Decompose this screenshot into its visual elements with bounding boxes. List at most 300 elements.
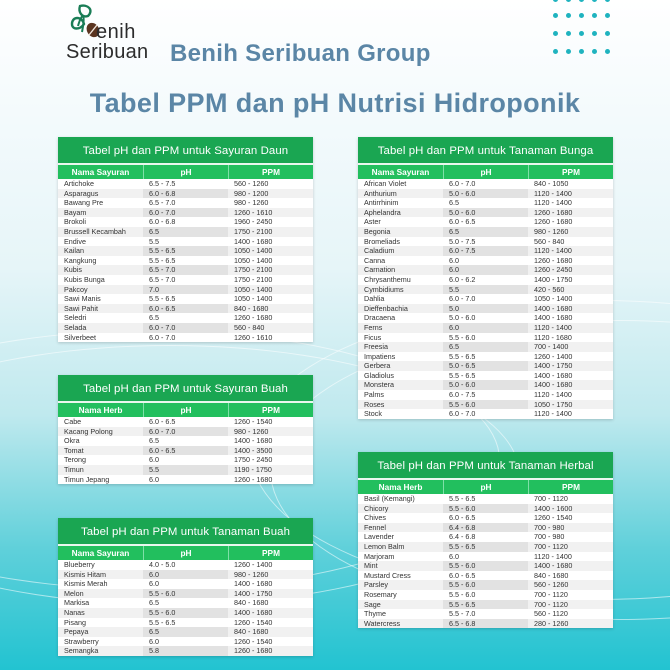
- cell-ppm: 1260 - 1680: [534, 255, 573, 265]
- cell-plant-name: Bromeliads: [364, 236, 400, 246]
- cell-plant-name: Ferns: [364, 322, 383, 332]
- table-row: [358, 390, 613, 400]
- cell-plant-name: Bayam: [64, 207, 87, 217]
- cell-ppm: 1400 - 1680: [534, 313, 573, 323]
- table-row: [358, 571, 613, 581]
- cell-plant-name: Anthurium: [364, 188, 397, 198]
- cell-ppm: 700 - 1120: [534, 599, 568, 609]
- cell-ph: 6.0: [149, 455, 159, 465]
- table-title: Tabel pH dan PPM untuk Tanaman Bunga: [358, 137, 613, 165]
- cell-ppm: 1260 - 1610: [234, 332, 273, 342]
- cell-ph: 6.5 - 7.0: [149, 198, 176, 208]
- cell-plant-name: Timun Jepang: [64, 474, 110, 484]
- table-row: [58, 570, 313, 580]
- table-tanaman-herbal: [358, 452, 613, 628]
- cell-ph: 6.5: [143, 227, 228, 237]
- cell-plant-name: Kubis: [64, 265, 82, 275]
- table-row: [358, 380, 613, 390]
- cell-ppm: 980 - 1260: [234, 569, 269, 579]
- table-row: [58, 475, 313, 485]
- table-row: [358, 208, 613, 218]
- cell-ph: 5.5 - 6.5: [449, 351, 476, 361]
- column-header-ppm: PPM: [528, 480, 613, 494]
- cell-ph: 6.0 - 6.5: [149, 417, 176, 426]
- table-row: [358, 313, 613, 323]
- cell-plant-name: Dahlia: [364, 294, 385, 304]
- cell-plant-name: Seledri: [64, 313, 87, 323]
- table-header-row: [358, 165, 613, 179]
- table-row: [358, 619, 613, 629]
- column-header-ph: pH: [143, 403, 228, 417]
- table-title: Tabel pH dan PPM untuk Tanaman Buah: [58, 518, 313, 546]
- cell-plant-name: Timun: [64, 464, 84, 474]
- cell-ppm: 840 - 1680: [234, 598, 269, 608]
- table-row: [58, 618, 313, 628]
- cell-ppm: 840 - 1050: [534, 179, 569, 188]
- table-row: [58, 637, 313, 647]
- column-header-ppm: PPM: [228, 165, 313, 179]
- cell-ph: 5.5: [443, 285, 528, 295]
- table-body: [58, 179, 313, 342]
- cell-ppm: 1260 - 1540: [234, 636, 273, 646]
- cell-ph: 5.5 - 7.0: [449, 609, 476, 619]
- table-row: [358, 285, 613, 295]
- cell-ppm: 1960 - 2450: [234, 217, 273, 227]
- table-row: [58, 313, 313, 323]
- column-header-ph: pH: [443, 165, 528, 179]
- cell-plant-name: Silverbeet: [64, 332, 96, 342]
- cell-plant-name: Tomat: [64, 445, 84, 455]
- table-title: Tabel pH dan PPM untuk Sayuran Daun: [58, 137, 313, 165]
- table-row: [58, 237, 313, 247]
- cell-ppm: 1120 - 1400: [534, 188, 572, 198]
- table-row: [58, 217, 313, 227]
- cell-plant-name: Mustard Cress: [364, 570, 411, 580]
- cell-plant-name: Sawi Pahit: [64, 303, 98, 313]
- cell-plant-name: Parsley: [364, 580, 388, 590]
- cell-plant-name: Gerbera: [364, 361, 391, 371]
- cell-ph: 6.0 - 7.5: [443, 246, 528, 256]
- cell-ppm: 1260 - 1680: [234, 313, 273, 323]
- cell-ppm: 1260 - 1680: [534, 207, 573, 217]
- cell-ppm: 1400 - 1680: [534, 370, 573, 380]
- table-row: [358, 189, 613, 199]
- cell-ppm: 980 - 1200: [234, 188, 269, 198]
- table-row: [58, 208, 313, 218]
- cell-ph: 5.5 - 6.5: [443, 600, 528, 610]
- cell-plant-name: Impatiens: [364, 351, 396, 361]
- cell-ph: 6.0 - 6.8: [149, 217, 176, 227]
- cell-ppm: 1120 - 1680: [534, 332, 572, 342]
- cell-plant-name: Aphelandra: [364, 207, 401, 217]
- logo-text-top: enih: [96, 21, 136, 43]
- cell-plant-name: Kangkung: [64, 255, 97, 265]
- cell-ph: 6.5: [149, 313, 159, 323]
- table-row: [58, 646, 313, 656]
- cell-plant-name: Lemon Balm: [364, 541, 405, 551]
- column-header-name: Nama Sayuran: [371, 167, 430, 177]
- cell-ph: 5.0 - 6.0: [443, 380, 528, 390]
- table-row: [358, 523, 613, 533]
- table-row: [358, 494, 613, 504]
- table-row: [58, 285, 313, 295]
- cell-plant-name: Chrysanthemu: [364, 274, 411, 284]
- table-title: Tabel pH dan PPM untuk Sayuran Buah: [58, 375, 313, 403]
- table-row: [58, 265, 313, 275]
- cell-ph: 6.0 - 6.5: [449, 513, 476, 523]
- cell-plant-name: Lavender: [364, 532, 394, 542]
- table-row: [358, 217, 613, 227]
- cell-ph: 6.0: [443, 323, 528, 333]
- table-row: [358, 333, 613, 343]
- column-header-name: Nama Sayuran: [71, 548, 130, 558]
- cell-ppm: 420 - 560: [534, 284, 565, 294]
- table-header-row: [58, 546, 313, 560]
- cell-plant-name: Carnation: [364, 265, 396, 275]
- cell-ph: 6.5 - 7.5: [149, 179, 176, 188]
- cell-ph: 6.5 - 6.8: [443, 619, 528, 629]
- table-row: [358, 342, 613, 352]
- cell-ph: 5.5 - 6.0: [449, 589, 476, 599]
- cell-ph: 6.0: [143, 570, 228, 580]
- cell-ph: 6.0 - 6.5: [143, 446, 228, 456]
- cell-ppm: 1260 - 1400: [534, 351, 573, 361]
- cell-ppm: 1050 - 1400: [534, 294, 573, 304]
- cell-ppm: 1050 - 1400: [234, 255, 273, 265]
- cell-plant-name: Marjoram: [364, 551, 395, 561]
- cell-plant-name: Artichoke: [64, 179, 94, 188]
- column-header-ppm: PPM: [528, 165, 613, 179]
- cell-plant-name: Ficus: [364, 332, 382, 342]
- cell-plant-name: African Violet: [364, 179, 407, 188]
- cell-ph: 6.0: [443, 265, 528, 275]
- table-row: [58, 598, 313, 608]
- table-row: [358, 237, 613, 247]
- cell-ph: 5.0 - 6.0: [449, 313, 476, 323]
- cell-plant-name: Bawang Pre: [64, 198, 104, 208]
- cell-ph: 6.5: [149, 436, 159, 446]
- cell-ppm: 1050 - 1400: [234, 246, 273, 256]
- column-header-ph: pH: [443, 480, 528, 494]
- table-row: [58, 323, 313, 333]
- table-row: [58, 179, 313, 189]
- cell-ph: 6.0 - 6.5: [449, 217, 476, 227]
- cell-ph: 5.5 - 6.5: [449, 494, 476, 503]
- table-row: [358, 323, 613, 333]
- cell-ph: 6.4 - 6.8: [449, 532, 476, 542]
- cell-plant-name: Fennel: [364, 522, 386, 532]
- cell-plant-name: Kubis Bunga: [64, 274, 105, 284]
- table-title: Tabel pH dan PPM untuk Tanaman Herbal: [358, 452, 613, 480]
- table-row: [358, 227, 613, 237]
- table-row: [58, 198, 313, 208]
- cell-plant-name: Caladium: [364, 246, 395, 256]
- cell-ppm: 280 - 1260: [534, 618, 569, 628]
- cell-ppm: 560 - 840: [234, 322, 265, 332]
- table-row: [358, 304, 613, 314]
- cell-ph: 6.0 - 6.2: [449, 274, 476, 284]
- cell-ppm: 700 - 1120: [534, 541, 568, 551]
- table-row: [358, 265, 613, 275]
- cell-ppm: 1120 - 1400: [534, 198, 572, 208]
- cell-ph: 6.5: [143, 627, 228, 637]
- page-title: Tabel PPM dan pH Nutrisi Hidroponik: [89, 88, 581, 118]
- cell-ph: 6.0 - 7.0: [143, 323, 228, 333]
- cell-ppm: 980 - 1260: [234, 426, 269, 436]
- table-row: [58, 427, 313, 437]
- cell-ppm: 1260 - 1610: [234, 207, 273, 217]
- column-header-name: Nama Sayuran: [71, 167, 130, 177]
- cell-plant-name: Antirrhinim: [364, 198, 399, 208]
- table-tanaman-buah: [58, 518, 313, 656]
- cell-ppm: 700 - 1400: [534, 342, 569, 352]
- table-row: [358, 513, 613, 523]
- table-row: [58, 294, 313, 304]
- cell-plant-name: Cabe: [64, 417, 82, 426]
- cell-ph: 5.5 - 6.0: [443, 504, 528, 514]
- cell-plant-name: Brussell Kecambah: [64, 226, 126, 236]
- cell-ppm: 980 - 1260: [234, 198, 269, 208]
- cell-ppm: 1120 - 1400: [534, 390, 572, 400]
- cell-ppm: 1260 - 1400: [234, 560, 273, 569]
- cell-plant-name: Nanas: [64, 607, 85, 617]
- table-row: [58, 579, 313, 589]
- cell-plant-name: Brokoli: [64, 217, 86, 227]
- column-header-ph: pH: [143, 546, 228, 560]
- cell-ppm: 1400 - 1680: [234, 436, 273, 446]
- cell-ppm: 1400 - 1750: [534, 274, 573, 284]
- cell-ppm: 560 - 1260: [534, 580, 569, 590]
- cell-ph: 5.8: [143, 646, 228, 656]
- cell-plant-name: Markisa: [64, 598, 90, 608]
- cell-ppm: 1750 - 2450: [234, 455, 273, 465]
- cell-ppm: 700 - 1120: [534, 494, 568, 503]
- cell-ph: 5.0 - 7.5: [449, 236, 476, 246]
- table-row: [58, 256, 313, 266]
- cell-ppm: 700 - 980: [534, 532, 565, 542]
- cell-plant-name: Blueberry: [64, 560, 95, 569]
- cell-ph: 5.5 - 6.5: [143, 246, 228, 256]
- cell-plant-name: Pakcoy: [64, 284, 88, 294]
- cell-ppm: 700 - 1120: [534, 589, 568, 599]
- cell-ppm: 560 - 1120: [534, 609, 568, 619]
- cell-plant-name: Endive: [64, 236, 86, 246]
- cell-ppm: 1750 - 2100: [234, 226, 273, 236]
- cell-ph: 5.5 - 6.5: [149, 617, 176, 627]
- cell-ph: 6.5: [443, 227, 528, 237]
- cell-ph: 5.5 - 6.5: [443, 542, 528, 552]
- cell-plant-name: Freesia: [364, 342, 388, 352]
- table-row: [58, 627, 313, 637]
- cell-plant-name: Asparagus: [64, 188, 99, 198]
- cell-plant-name: Chicory: [364, 503, 389, 513]
- cell-ph: 6.0 - 7.0: [143, 208, 228, 218]
- table-row: [58, 304, 313, 314]
- cell-ph: 6.5: [449, 198, 459, 208]
- cell-ph: 6.5 - 7.0: [143, 265, 228, 275]
- cell-ph: 5.5 - 6.0: [443, 580, 528, 590]
- cell-ph: 6.0 - 6.8: [143, 189, 228, 199]
- group-name: Benih Seribuan Group: [170, 40, 431, 67]
- column-header-ppm: PPM: [228, 546, 313, 560]
- table-row: [58, 189, 313, 199]
- table-row: [358, 246, 613, 256]
- cell-ph: 6.0: [149, 636, 159, 646]
- table-tanaman-bunga: [358, 137, 613, 419]
- table-row: [358, 256, 613, 266]
- cell-ph: 6.0 - 7.0: [449, 409, 476, 419]
- cell-ph: 6.0 - 7.0: [449, 294, 476, 304]
- cell-plant-name: Terong: [64, 455, 86, 465]
- column-header-ph: pH: [143, 165, 228, 179]
- cell-ppm: 1400 - 1680: [534, 303, 573, 313]
- cell-ppm: 840 - 1680: [234, 627, 269, 637]
- cell-ppm: 1400 - 1680: [234, 236, 273, 246]
- cell-plant-name: Begonia: [364, 226, 391, 236]
- table-row: [358, 590, 613, 600]
- table-row: [358, 504, 613, 514]
- table-row: [358, 400, 613, 410]
- cell-plant-name: Palms: [364, 390, 384, 400]
- table-row: [58, 436, 313, 446]
- cell-ph: 4.0 - 5.0: [149, 560, 176, 569]
- cell-ph: 6.0 - 6.5: [449, 570, 476, 580]
- cell-ph: 6.0 - 6.5: [143, 304, 228, 314]
- cell-ppm: 560 - 1260: [234, 179, 269, 188]
- table-row: [358, 275, 613, 285]
- cell-ppm: 1260 - 1680: [234, 646, 273, 656]
- table-body: [358, 494, 613, 628]
- logo-text-bottom: Seribuan: [66, 41, 149, 63]
- table-row: [58, 275, 313, 285]
- table-row: [358, 532, 613, 542]
- cell-ppm: 1400 - 1600: [534, 503, 573, 513]
- cell-plant-name: Kismis Merah: [64, 579, 108, 589]
- table-row: [58, 446, 313, 456]
- cell-plant-name: Selada: [64, 322, 87, 332]
- cell-plant-name: Stock: [364, 409, 382, 419]
- cell-plant-name: Dracaena: [364, 313, 396, 323]
- cell-ph: 6.0 - 7.0: [449, 179, 476, 188]
- cell-ph: 5.5: [143, 465, 228, 475]
- cell-ppm: 700 - 980: [534, 522, 565, 532]
- cell-ppm: 1120 - 1400: [534, 409, 572, 419]
- table-header-row: [58, 403, 313, 417]
- cell-ppm: 1260 - 1680: [234, 474, 273, 484]
- cell-ppm: 1400 - 1750: [534, 361, 573, 371]
- cell-ph: 5.0 - 6.0: [443, 208, 528, 218]
- cell-ppm: 1750 - 2100: [234, 265, 273, 275]
- cell-plant-name: Pisang: [64, 617, 86, 627]
- cell-ppm: 980 - 1260: [534, 226, 569, 236]
- cell-ph: 5.5 - 6.5: [149, 255, 176, 265]
- cell-ppm: 1400 - 1680: [234, 579, 273, 589]
- table-row: [58, 465, 313, 475]
- cell-ppm: 1260 - 1540: [534, 513, 573, 523]
- cell-ppm: 1750 - 2100: [234, 274, 273, 284]
- cell-ppm: 1050 - 1400: [234, 284, 273, 294]
- cell-ph: 6.0: [449, 551, 459, 561]
- cell-ph: 7.0: [143, 285, 228, 295]
- table-row: [358, 361, 613, 371]
- table-row: [58, 589, 313, 599]
- table-row: [358, 600, 613, 610]
- column-header-name: Nama Herb: [78, 405, 123, 415]
- cell-ppm: 1190 - 1750: [234, 464, 272, 474]
- cell-ppm: 1400 - 1680: [534, 380, 573, 390]
- dot-grid-decoration: [553, 0, 615, 56]
- cell-plant-name: Okra: [64, 436, 80, 446]
- table-row: [58, 608, 313, 618]
- table-body: [358, 179, 613, 419]
- cell-ph: 5.5 - 6.5: [149, 294, 176, 304]
- cell-ph: 5.0 - 6.0: [443, 189, 528, 199]
- cell-ppm: 840 - 1680: [234, 303, 269, 313]
- cell-plant-name: Gladiolus: [364, 370, 394, 380]
- cell-ppm: 1260 - 1540: [234, 417, 273, 426]
- cell-ppm: 1260 - 2450: [534, 265, 573, 275]
- table-row: [358, 580, 613, 590]
- cell-ph: 5.0 - 6.5: [443, 361, 528, 371]
- cell-plant-name: Kismis Hitam: [64, 569, 106, 579]
- table-body: [58, 560, 313, 656]
- table-header-row: [358, 480, 613, 494]
- table-row: [58, 560, 313, 570]
- cell-ph: 5.5 - 6.0: [143, 608, 228, 618]
- cell-ph: 5.5 - 6.0: [143, 589, 228, 599]
- cell-plant-name: Canna: [364, 255, 386, 265]
- cell-plant-name: Dieffenbachia: [364, 303, 408, 313]
- cell-ph: 5.5: [149, 236, 159, 246]
- cell-ppm: 1120 - 1400: [534, 322, 572, 332]
- cell-ppm: 840 - 1680: [534, 570, 569, 580]
- table-row: [358, 198, 613, 208]
- cell-plant-name: Kailan: [64, 246, 84, 256]
- cell-plant-name: Kacang Polong: [64, 426, 113, 436]
- cell-ppm: 560 - 840: [534, 236, 565, 246]
- cell-plant-name: Roses: [364, 399, 385, 409]
- cell-plant-name: Melon: [64, 588, 84, 598]
- table-row: [358, 409, 613, 419]
- cell-ppm: 1260 - 1680: [534, 217, 573, 227]
- table-row: [358, 552, 613, 562]
- cell-plant-name: Cymbidiums: [364, 284, 404, 294]
- table-row: [358, 294, 613, 304]
- cell-plant-name: Semangka: [64, 646, 99, 656]
- cell-plant-name: Basil (Kemangi): [364, 494, 415, 503]
- cell-plant-name: Chives: [364, 513, 386, 523]
- table-row: [358, 561, 613, 571]
- cell-ppm: 1400 - 1750: [234, 588, 273, 598]
- cell-plant-name: Watercress: [364, 618, 401, 628]
- cell-ph: 5.5 - 6.0: [443, 561, 528, 571]
- cell-ph: 6.5: [149, 598, 159, 608]
- column-header-ppm: PPM: [228, 403, 313, 417]
- cell-ppm: 1050 - 1400: [234, 294, 273, 304]
- table-row: [58, 417, 313, 427]
- cell-ppm: 1400 - 1680: [234, 607, 273, 617]
- table-row: [58, 455, 313, 465]
- cell-plant-name: Rosemary: [364, 589, 397, 599]
- table-body: [58, 417, 313, 484]
- cell-ph: 5.5 - 6.0: [443, 400, 528, 410]
- table-row: [358, 609, 613, 619]
- cell-plant-name: Strawberry: [64, 636, 99, 646]
- cell-ph: 5.5 - 6.5: [449, 370, 476, 380]
- table-row: [58, 246, 313, 256]
- table-row: [358, 542, 613, 552]
- table-row: [358, 371, 613, 381]
